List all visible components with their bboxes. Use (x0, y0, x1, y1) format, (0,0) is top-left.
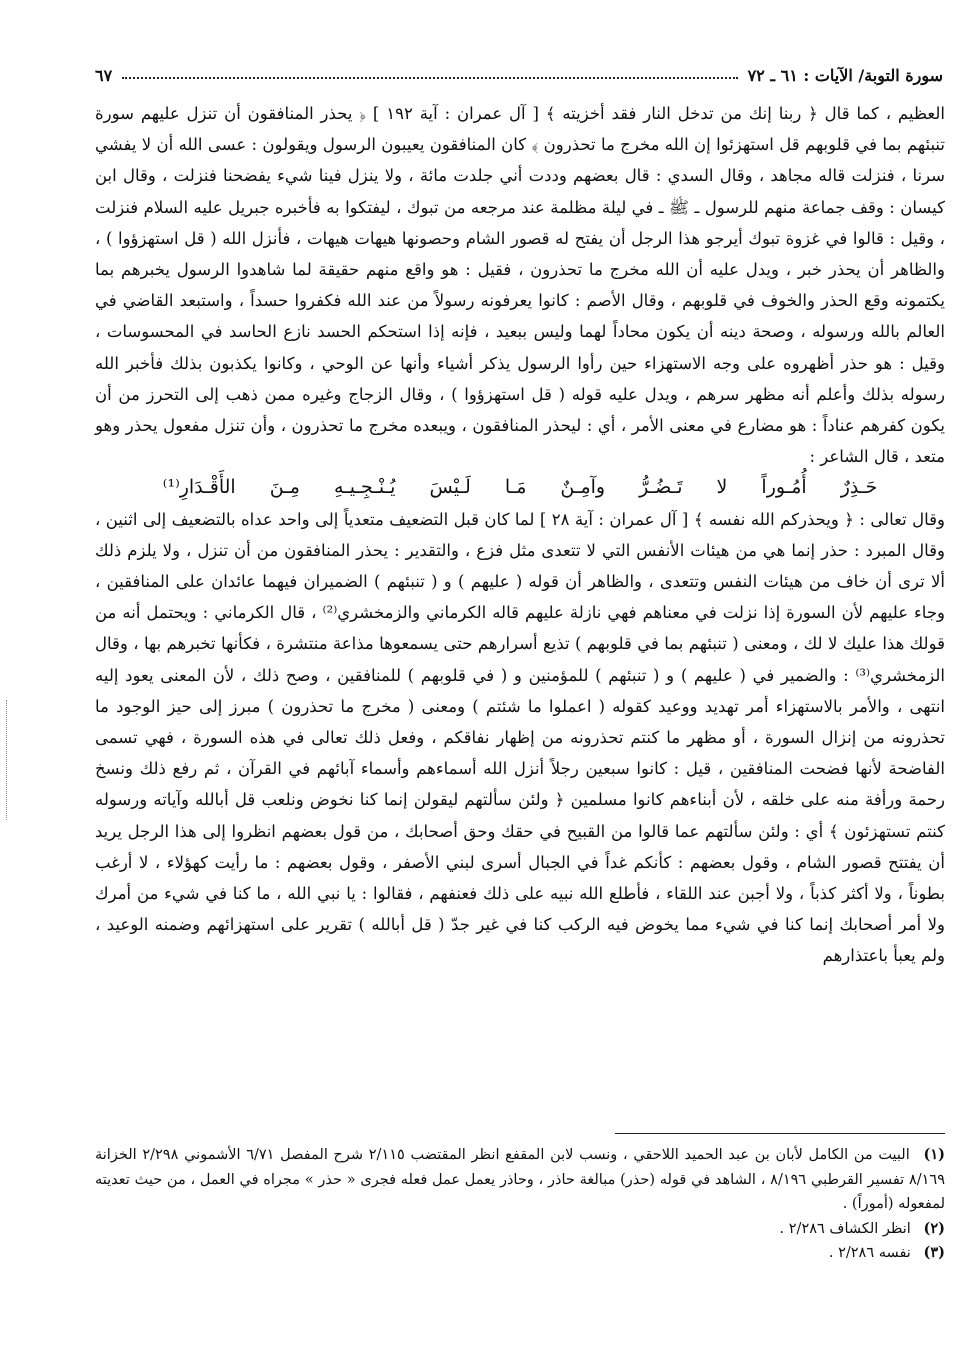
header-dot-leader (122, 77, 737, 79)
footnote-number: (٣) (923, 1244, 945, 1261)
scan-margin-mark (6, 700, 9, 820)
footnote-number: (١) (923, 1146, 945, 1163)
footnote-separator (615, 1133, 945, 1134)
footnote-number: (٢) (923, 1219, 945, 1237)
poetry-verse: حَـذِرٌ أُمُـوراً لا تَـضُـرُّ وآمِـنٌ مَـا لَـيْسَ يُـنْـجِـيـهِ مِـنَ الأَقْـدَارِ⁽¹⁾ (162, 476, 878, 499)
footnote-3 (95, 1241, 945, 1266)
footnote-2 (95, 1217, 945, 1242)
footnotes (95, 1143, 945, 1266)
main-text (95, 98, 945, 972)
paragraph-2: وقال تعالى : ﴿ ويحذركم الله نفسه ﴾ [ آل عمران : آية ٢٨ ] لما كان قبل التضعيف متعدياً إلى واحد عداه بالتضعيف إلى اثنين ، وقال المبرد : حذر إنما هي من هيئات الأنفس التي لا تتعدى مثل فزع ، والتقدير : يحذر المنافقون من أن تنزل ، ولا يلزم ذلك ألا ترى أن خاف من هيئات النفس وتتعدى ، والظاهر أن قوله ( عليهم ) و ( تنبئهم ) الضميران فيهما عائدان على المنافقين ، وجاء عليهم لأن السورة إذا نزلت في معناهم فهي نازلة عليهم قاله الكرماني والزمخشري⁽²⁾ ، قال الكرماني : ويحتمل أنه من قولك هذا عليك لا لك ، ومعنى ( تنبئهم بما في قلوبهم ) تذيع أسرارهم حتى يسمعوها مذاعة منتشرة ، فكأنها تخبرهم بها ، وقال الزمخشري⁽³⁾ : والضمير في ( عليهم ) و ( تنبئهم ) للمؤمنين و ( في قلوبهم ) للمنافقين ، وصح ذلك ، لأن المعنى يعود إليه انتهى ، والأمر بالاستهزاء أمر تهديد ووعيد كقوله ( اعملوا ما شئتم ) ومعنى ( مخرج ما تحذرون ) مبرز إلى حيز الوجود ما تحذرونه من إنزال السورة ، أو مظهر ما كنتم تحذرونه من إظهار نفاقكم ، وفعل ذلك تعالى في هذه السورة ، فهي تسمى الفاضحة لأنها فضحت المنافقين ، قيل : كانوا سبعين رجلاً أنزل الله أسماءهم وأسماء آبائهم في القرآن ، ثم رفع ذلك ونسخ رحمة ورأفة منه على خلقه ، لأن أبناءهم كانوا مسلمين ﴿ ولئن سألتهم ليقولن إنما كنا نخوض ونلعب قل أبالله وآياته ورسوله كنتم تستهزئون ﴾ أي : ولئن سألتهم عما قالوا من القبيح في حقك وحق أصحابك ، من قول بعضهم انظروا إلى هذا الرجل يريد أن يفتتح قصور الشام ، وقول بعضهم : كأنكم غداً في الجبال أسرى لبني الأصفر ، وقول بعضهم : ما رأيت كهؤلاء ، لا أرغب بطوناً ، ولا أكثر كذباً ، ولا أجبن عند اللقاء ، فأطلع الله نبيه على ذلك فعنفهم ، فقالوا : يا نبي الله ، ما كنا في شيء من أمرك ولا أمر أصحابك إنما كنا في شيء مما يخوض فيه الركب كنا في غير جدّ ( قل أبالله ) تقرير على استهزائهم وضمنه الوعيد ، ولم يعبأ باعتذارهم (95, 509, 945, 966)
running-header (95, 62, 943, 88)
footnote-text: نفسه ٢/٢٨٦ . (828, 1245, 911, 1261)
footnote-text: انظر الكشاف ٢/٢٨٦ . (779, 1220, 911, 1237)
paragraph-1: العظيم ، كما قال ﴿ ربنا إنك من تدخل النار فقد أخزيته ﴾ [ آل عمران : آية ١٩٢ ] ﴿ يحذر المنافقون أن تنزل عليهم سورة تنبئهم بما في قلوبهم قل استهزئوا إن الله مخرج ما تحذرون ﴾ كان المنافقون يعيبون الرسول ويقولون : عسى الله أن لا يفشي سرنا ، فنزلت قاله مجاهد ، وقال السدي : قال بعضهم وددت أني جلدت مائة ، ولا ينزل فينا شيء يفضحنا فنزلت ، وقال ابن كيسان : وقف جماعة منهم للرسول ـ ﷺ ـ في ليلة مظلمة عند مرجعه من تبوك ، ليفتكوا به فأخبره جبريل عليه السلام فنزلت ، وقيل : قالوا في غزوة تبوك أيرجو هذا الرجل أن يفتح له قصور الشام وحصونها هيهات هيهات ، فأنزل الله ( قل استهزؤوا ) ، والظاهر أن يحذر خبر ، ويدل عليه أن الله مخرج ما تحذرون ، فقيل : هو واقع منهم حقيقة لما شاهدوا الرسول يخبرهم بما يكتمونه وقع الحذر والخوف في قلوبهم ، وقال الأصم : كانوا يعرفونه رسولاً من عند الله فكفروا حسداً ، واستبعد القاضي في العالم بالله ورسوله ، وصحة دينه أن يكون محاداً لهما وليس ببعيد ، فإنه إذا استحكم الحسد نازع الحاسد في المحسوسات ، وقيل : هو حذر أظهروه على وجه الاستهزاء حين رأوا الرسول يذكر أشياء وأنها عن الوحي ، وكانوا يكذبون بذلك فأخبر الله رسوله بذلك وأعلم أنه مظهر سرهم ، ويدل عليه قوله ( قل استهزؤوا ) ، وقال الزجاج وغيره ممن ذهب إلى التحرز من أن يكون كفرهم عناداً : هو مضارع في معنى الأمر ، أي : ليحذر المنافقون ، ويبعده مخرج ما تحذرون ، وأن تنزل مفعول يحذر وهو متعد ، قال الشاعر : (95, 104, 945, 467)
chapter-title: سورة التوبة/ الآيات : ٦١ ـ ٧٢ (747, 65, 943, 85)
footnote-text: البيت من الكامل لأبان بن عبد الحميد اللاحقي ، ونسب لابن المقفع انظر المقتضب ٢/١١٥ شرح المفصل ٦/٧١ الأشموني ٢/٢٩٨ الخزانة ٨/١٦٩ تفسير القرطبي ٨/١٩٦ ، الشاهد في قوله (حذر) مبالغة حاذر ، وحاذر يعمل عمل فعله فجرى « حذر » مجراه في العمل ، من حيث تعديته لمفعوله (أموراً) . (95, 1147, 946, 1212)
page-number: ٦٧ (95, 65, 113, 85)
footnote-1 (95, 1143, 945, 1217)
